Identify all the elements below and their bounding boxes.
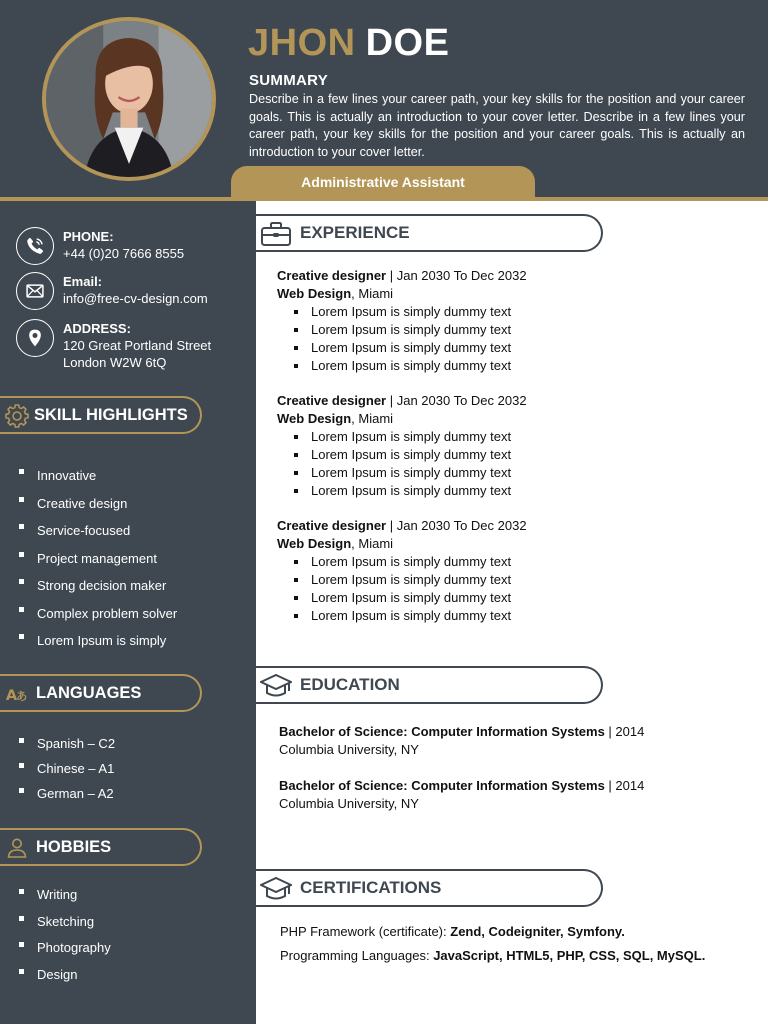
degree: Bachelor of Science: Computer Information Systems [279, 724, 605, 739]
education-heading-label: EDUCATION [300, 675, 400, 694]
svg-text:あ: あ [16, 690, 28, 703]
summary-text: Describe in a few lines your career path, your key skills for the position and your career goals. This is actually an introduction to your cover letter. Describe in a few lines your career path, your key skills for the position and your career goals. This is actually an introduction to your cover letter. [249, 92, 745, 159]
education-item [279, 723, 644, 759]
skills-list [19, 462, 177, 655]
job-bullet: Lorem Ipsum is simply dummy text [294, 321, 527, 339]
skills-heading [0, 396, 202, 434]
job-area: Web Design [277, 536, 352, 551]
job-bullet: Lorem Ipsum is simply dummy text [294, 553, 527, 571]
job-bullets [294, 428, 527, 500]
cert-label: Programming Languages: [280, 948, 434, 963]
svg-text:A: A [5, 687, 18, 704]
job-area: Web Design [277, 411, 352, 426]
hobbies-list [19, 882, 111, 988]
job-bullet: Lorem Ipsum is simply dummy text [294, 428, 527, 446]
degree: Bachelor of Science: Computer Information Systems [279, 778, 605, 793]
skill-item: Strong decision maker [19, 572, 177, 600]
address-line-1: 120 Great Portland Street [63, 338, 212, 353]
hobbies-heading-label: HOBBIES [36, 838, 112, 856]
email-label: Email: [63, 274, 103, 289]
job-title-tab: Administrative Assistant [231, 166, 535, 200]
job-bullet: Lorem Ipsum is simply dummy text [294, 357, 527, 375]
job-dates: | Jan 2030 To Dec 2032 [386, 268, 527, 283]
job-place: , Miami [351, 411, 394, 426]
certification-line [280, 944, 705, 968]
experience-item [277, 392, 527, 500]
skill-item: Service-focused [19, 517, 177, 545]
phone-label: PHONE: [63, 229, 114, 244]
cert-value: Zend, Codeigniter, Symfony. [450, 924, 625, 939]
job-bullet: Lorem Ipsum is simply dummy text [294, 589, 527, 607]
profile-photo [42, 17, 216, 181]
job-role: Creative designer [277, 518, 387, 533]
phone-value: +44 (0)20 7666 8555 [63, 246, 185, 261]
person-icon [5, 836, 29, 860]
languages-heading [0, 674, 202, 712]
location-pin-icon [16, 319, 54, 357]
job-place: , Miami [351, 536, 394, 551]
job-role: Creative designer [277, 393, 387, 408]
hobby-item: Design [19, 962, 111, 989]
language-item: Spanish – C2 [19, 731, 115, 756]
hobby-item: Sketching [19, 909, 111, 936]
job-bullet: Lorem Ipsum is simply dummy text [294, 482, 527, 500]
hobby-item: Photography [19, 935, 111, 962]
skills-heading-label: SKILL HIGHLIGHTS [34, 406, 188, 424]
education-item [279, 777, 644, 813]
skill-item: Innovative [19, 462, 177, 490]
hobbies-heading [0, 828, 202, 866]
skill-item: Creative design [19, 490, 177, 518]
summary-title: SUMMARY [249, 72, 329, 89]
certifications-heading [256, 869, 603, 907]
job-bullet: Lorem Ipsum is simply dummy text [294, 303, 527, 321]
graduation-cap-icon [260, 672, 292, 700]
experience-heading [256, 214, 603, 252]
skill-item: Project management [19, 545, 177, 573]
certifications-heading-label: CERTIFICATIONS [300, 878, 442, 897]
job-bullets [294, 553, 527, 625]
experience-heading-label: EXPERIENCE [300, 223, 410, 242]
cert-label: PHP Framework (certificate): [280, 924, 451, 939]
cert-value: JavaScript, HTML5, PHP, CSS, SQL, MySQL. [433, 948, 706, 963]
address-label: ADDRESS: [63, 321, 131, 336]
job-bullet: Lorem Ipsum is simply dummy text [294, 339, 527, 357]
graduation-cap-icon [260, 875, 292, 903]
address-line-2: London W2W 6tQ [63, 355, 167, 370]
job-dates: | Jan 2030 To Dec 2032 [386, 518, 527, 533]
education-heading [256, 666, 603, 704]
languages-list [19, 731, 115, 806]
languages-heading-label: LANGUAGES [36, 684, 142, 702]
job-bullet: Lorem Ipsum is simply dummy text [294, 607, 527, 625]
candidate-name [248, 22, 449, 65]
gear-icon [5, 404, 29, 428]
first-name: JHON [248, 22, 356, 64]
school: Columbia University, NY [279, 796, 419, 811]
last-name: DOE [365, 22, 450, 64]
degree-year: | 2014 [604, 724, 645, 739]
degree-year: | 2014 [604, 778, 645, 793]
phone-icon [16, 227, 54, 265]
translate-icon [5, 682, 29, 706]
experience-item [277, 267, 527, 375]
job-bullet: Lorem Ipsum is simply dummy text [294, 446, 527, 464]
language-item: Chinese – A1 [19, 756, 115, 781]
job-place: , Miami [351, 286, 394, 301]
school: Columbia University, NY [279, 742, 419, 757]
hobby-item: Writing [19, 882, 111, 909]
job-bullets [294, 303, 527, 375]
job-area: Web Design [277, 286, 352, 301]
skill-item: Complex problem solver [19, 600, 177, 628]
certification-line [280, 920, 625, 944]
skill-item: Lorem Ipsum is simply [19, 627, 177, 655]
briefcase-icon [260, 220, 292, 248]
language-item: German – A2 [19, 781, 115, 806]
job-dates: | Jan 2030 To Dec 2032 [386, 393, 527, 408]
envelope-icon [16, 272, 54, 310]
experience-item [277, 517, 527, 625]
job-bullet: Lorem Ipsum is simply dummy text [294, 571, 527, 589]
job-role: Creative designer [277, 268, 387, 283]
job-bullet: Lorem Ipsum is simply dummy text [294, 464, 527, 482]
email-value: info@free-cv-design.com [63, 291, 208, 306]
